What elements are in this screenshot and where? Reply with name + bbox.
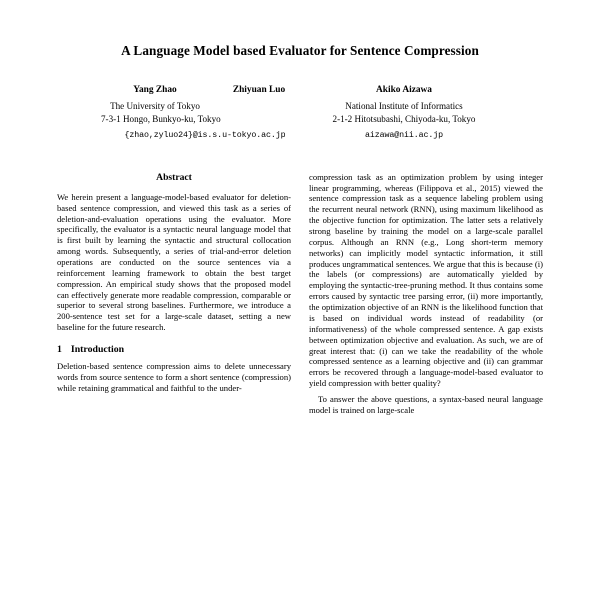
right-paragraph: To answer the above questions, a syntax-based neural language model is trained on large-scale [309, 393, 543, 415]
section-1-title: Introduction [70, 344, 125, 356]
email-left: {zhao,zyluo24}@is.s.u-tokyo.ac.jp [124, 130, 286, 140]
left-column [57, 172, 291, 421]
abstract-heading: Abstract [156, 171, 192, 183]
author-affiliation-2 [209, 100, 309, 126]
section-1-paragraph: Deletion-based sentence compression aims to delete unnecessary words from source sentence to form a short sentence (compression) while retaining grammatical and faithful to the under- [57, 361, 291, 394]
author-affiliations-row [57, 100, 543, 126]
affiliation-line: 7-3-1 Hongo, Bunkyo-ku, Tokyo [101, 114, 221, 125]
affiliation-line: The University of Tokyo [110, 101, 200, 112]
abstract-body [57, 192, 291, 333]
author-name-1: Yang Zhao [133, 85, 177, 96]
section-1-number: 1 [57, 344, 62, 356]
right-paragraph: compression task as an optimization problem by using integer linear programming, whereas (Filippova et al., 2015) viewed the sentence compression task as a sequence labeling problem using the recurrent neural network (RNN), using maximum likelihood as the objective function for optimization. The latter sets a relatively strong baseline by training the model on a large-scale parallel corpus. Although an RNN (e.g., Long short-term memory networks) can implicitly model syntactic information, it still produces ungrammatical sentences. We argue that this is because (i) the labels (or compressions) are automatically yielded by employing the syntactic-tree-pruning method. It thus contains some errors caused by syntactic tree parsing error, (ii) more importantly, the optimization objective of an RNN is the likelihood function that is based on individual words instead of readability (or informativeness) of the whole compressed sentence. A gap exists between optimization objective and evaluation. As such, we are of great interest that: (i) can we take the readability of the whole compressed sentence as a learning objective and (ii) can grammar errors be recovered through a language-model-based evaluator to yield compression with better quality? [309, 171, 543, 389]
author-name-2: Zhiyuan Luo [232, 85, 286, 96]
author-names-row [57, 85, 543, 95]
affiliation-line: 2-1-2 Hitotsubashi, Chiyoda-ku, Tokyo [332, 114, 476, 125]
page-title: A Language Model based Evaluator for Sentence Compression [121, 43, 479, 58]
author-emails-row [57, 130, 543, 142]
author-affiliation-3 [309, 100, 499, 126]
body-columns [57, 172, 543, 421]
author-name-3: Akiko Aizawa [376, 85, 432, 96]
email-right: aizawa@nii.ac.jp [364, 130, 444, 140]
affiliation-line: National Institute of Informatics [345, 101, 463, 112]
section-1-heading [57, 344, 291, 356]
right-column [309, 172, 543, 421]
author-affiliation-1 [101, 100, 221, 126]
abstract-paragraph: We herein present a language-model-based evaluator for deletion-based sentence compression, and viewed this task as a series of deletion-and-evaluation operations using the evaluator. More specifically, the evaluator is a syntactic neural language model that is first built by learning the syntactic and structural collocation among words. Subsequently, a series of trial-and-error deletion operations are conducted on the source sentences via a reinforcement learning framework to obtain the best target compression. An empirical study shows that the proposed model can effectively generate more readable compression, comparable or superior to several strong baselines. Furthermore, we introduce a 200-sentence test set for a large-scale dataset, setting a new baseline for the future research. [57, 191, 291, 333]
